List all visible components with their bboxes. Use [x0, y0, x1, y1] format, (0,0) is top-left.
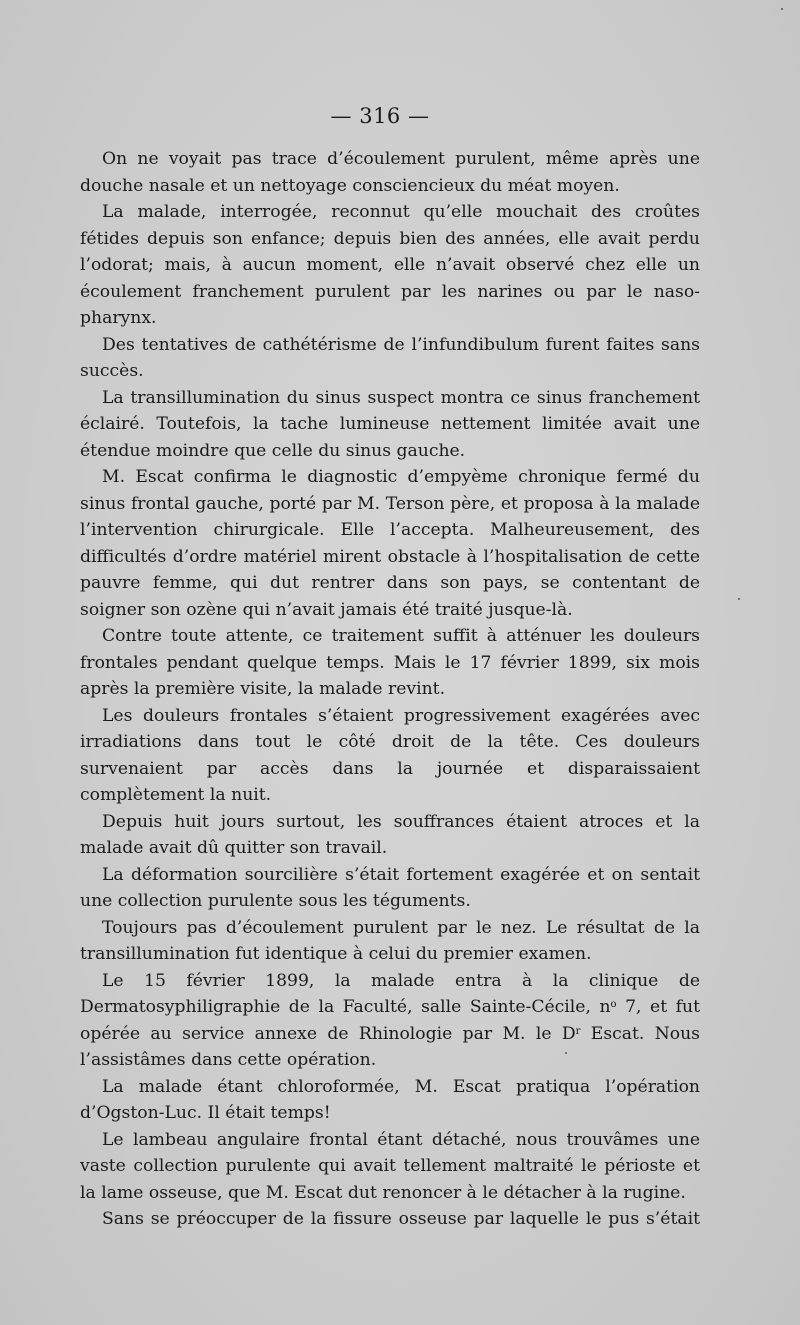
- paragraph: Les douleurs frontales s’étaient progressivement exagérées avec irradiations dans tout le côté droit de la tête. Ces douleurs survenaient par accès dans la journée et disparaissaient complètement la nuit.: [80, 705, 700, 805]
- paragraph: Contre toute attente, ce traitement suffit à atténuer les douleurs frontales pendant quelque temps. Mais le 17 février 1899, six mois après la première visite, la malade revint.: [80, 626, 700, 699]
- scan-speck: [565, 1052, 567, 1054]
- paragraph: La malade étant chloroformée, M. Escat pratiqua l’opération d’Ogston-Luc. Il était temps!: [80, 1076, 700, 1123]
- scan-speck: [781, 8, 783, 10]
- paragraph: Le lambeau angulaire frontal étant détaché, nous trouvâmes une vaste collection purulente qui avait tellement maltraité le périoste et la lame osseuse, que M. Escat dut renoncer à le détacher à la rugine.: [80, 1129, 700, 1203]
- paragraph: On ne voyait pas trace d’écoulement purulent, même après une douche nasale et un nettoyage consciencieux du méat moyen.: [80, 149, 700, 196]
- paragraph: La déformation sourcilière s’était fortement exagérée et on sentait une collection purulente sous les téguments.: [80, 864, 700, 911]
- numero-superscript: o: [610, 999, 617, 1010]
- paragraph: La malade, interrogée, reconnut qu’elle mouchait des croûtes fétides depuis son enfance; depuis bien des années, elle avait perdu l’odorat; mais, à aucun moment, elle n’avait observé chez elle un écoulement franchement purulent par les narines ou par le naso-pharynx.: [80, 202, 700, 328]
- admission-text-3: Escat. Nous l’assistâmes dans cette opération.: [80, 1023, 700, 1070]
- paragraph: La transillumination du sinus suspect montra ce sinus franchement éclairé. Toutefois, la tache lumineuse nettement limitée avait une étendue moindre que celle du sinus gauche.: [80, 387, 700, 461]
- paragraph-continued: Sans se préoccuper de la fissure osseuse par laquelle le pus s’était: [102, 1209, 700, 1229]
- paragraph: M. Escat confirma le diagnostic d’empyème chronique fermé du sinus frontal gauche, porté par M. Terson père, et proposa à la malade l’intervention chirurgicale. Elle l’accepta. Malheureusement, des difficultés d’ordre matériel mirent obstacle à l’hospitalisation de cette pauvre femme, qui dut rentrer dans son pays, se contentant de soigner son ozène qui n’avait jamais été traité jusque-là.: [80, 467, 700, 620]
- admission-text: Le 15 février 1899, la malade entra à la clinique de Dermatosyphiligraphie de la Faculté, salle Sainte-Cécile, n: [80, 970, 700, 1017]
- paragraph: Toujours pas d’écoulement purulent par le nez. Le résultat de la transillumination fut identique à celui du premier examen.: [80, 917, 700, 964]
- page-number: — 316 —: [330, 104, 430, 128]
- doctor-superscript: r: [575, 1025, 581, 1037]
- admission-text-2: 7, et fut opérée au service annexe de Rhinologie par M. le D: [80, 997, 700, 1044]
- admission-paragraph: [80, 968, 700, 1074]
- scan-speck: [738, 598, 740, 600]
- paragraph: Depuis huit jours surtout, les souffrances étaient atroces et la malade avait dû quitter son travail.: [80, 811, 700, 858]
- paragraph: Des tentatives de cathétérisme de l’infundibulum furent faites sans succès.: [80, 334, 700, 381]
- body-text: [80, 146, 700, 1233]
